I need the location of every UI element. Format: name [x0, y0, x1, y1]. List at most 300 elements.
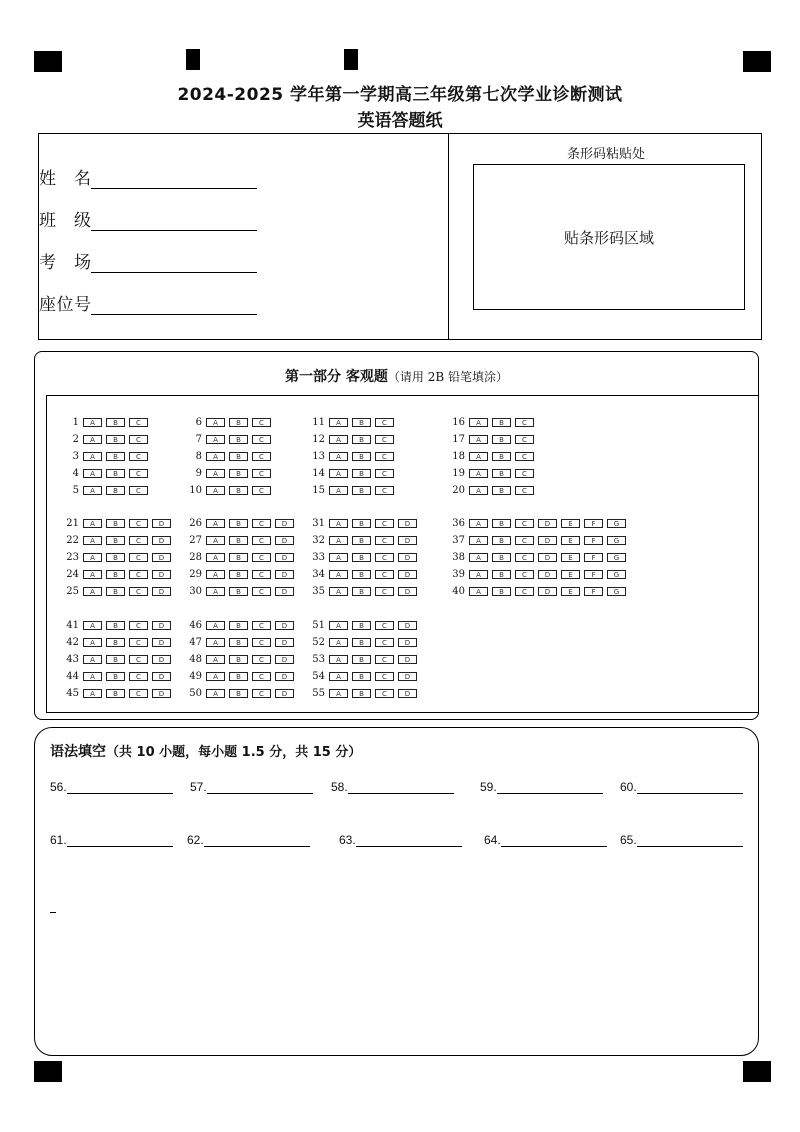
option-bubble-b[interactable]: B [106, 570, 125, 579]
option-bubble-b[interactable]: B [352, 587, 371, 596]
option-bubble-b[interactable]: B [229, 418, 248, 427]
option-bubble-c[interactable]: C [129, 570, 148, 579]
question-row [185, 466, 275, 480]
option-bubble-d[interactable]: D [152, 536, 171, 545]
question-number: 51 [312, 619, 325, 631]
option-bubble-a[interactable]: A [206, 519, 225, 528]
option-bubble-e[interactable]: E [561, 553, 580, 562]
question-row [448, 432, 538, 446]
option-bubble-c[interactable]: C [375, 570, 394, 579]
option-bubble-a[interactable]: A [83, 536, 102, 545]
option-bubble-a[interactable]: A [83, 655, 102, 664]
option-bubble-c[interactable]: C [129, 486, 148, 495]
option-bubble-c[interactable]: C [252, 689, 271, 698]
option-bubble-c[interactable]: C [252, 672, 271, 681]
name-field[interactable] [39, 164, 257, 189]
option-bubble-a[interactable]: A [206, 435, 225, 444]
answer-blank[interactable] [480, 780, 603, 794]
option-bubble-b[interactable]: B [352, 435, 371, 444]
option-bubble-c[interactable]: C [375, 519, 394, 528]
option-bubble-b[interactable]: B [106, 638, 125, 647]
option-bubble-c[interactable]: C [129, 418, 148, 427]
question-number: 49 [189, 670, 202, 682]
option-bubble-b[interactable]: B [492, 469, 511, 478]
option-bubble-c[interactable]: C [375, 621, 394, 630]
option-bubble-a[interactable]: A [206, 655, 225, 664]
option-bubble-b[interactable]: B [492, 435, 511, 444]
option-bubble-a[interactable]: A [329, 418, 348, 427]
option-bubble-c[interactable]: C [375, 536, 394, 545]
answer-blank[interactable] [190, 780, 313, 794]
option-bubble-c[interactable]: C [515, 486, 534, 495]
option-bubble-a[interactable]: A [206, 536, 225, 545]
option-bubble-g[interactable]: G [607, 553, 626, 562]
option-bubble-a[interactable]: A [83, 519, 102, 528]
option-bubble-a[interactable]: A [329, 587, 348, 596]
option-bubble-c[interactable]: C [252, 638, 271, 647]
option-bubble-a[interactable]: A [83, 621, 102, 630]
option-bubble-a[interactable]: A [83, 452, 102, 461]
option-bubble-c[interactable]: C [129, 452, 148, 461]
option-bubble-c[interactable]: C [252, 553, 271, 562]
option-bubble-b[interactable]: B [352, 469, 371, 478]
question-number: 4 [72, 467, 79, 479]
option-bubble-b[interactable]: B [352, 418, 371, 427]
option-bubble-d[interactable]: D [275, 536, 294, 545]
option-bubble-b[interactable]: B [352, 655, 371, 664]
option-bubble-b[interactable]: B [492, 519, 511, 528]
option-bubble-a[interactable]: A [329, 689, 348, 698]
option-bubble-d[interactable]: D [275, 655, 294, 664]
option-bubble-d[interactable]: D [152, 587, 171, 596]
option-bubble-d[interactable]: D [398, 587, 417, 596]
option-bubble-d[interactable]: D [538, 553, 557, 562]
option-bubble-c[interactable]: C [129, 672, 148, 681]
option-bubble-b[interactable]: B [229, 536, 248, 545]
option-bubble-b[interactable]: B [229, 587, 248, 596]
option-bubble-b[interactable]: B [106, 587, 125, 596]
option-bubble-b[interactable]: B [229, 486, 248, 495]
option-bubble-b[interactable]: B [229, 452, 248, 461]
option-bubble-a[interactable]: A [83, 689, 102, 698]
option-bubble-c[interactable]: C [252, 655, 271, 664]
question-row [185, 483, 275, 497]
question-number: 26 [189, 517, 202, 529]
exam-room-input-line[interactable] [91, 255, 257, 273]
blank-line[interactable] [67, 834, 173, 847]
option-bubble-d[interactable]: D [538, 570, 557, 579]
question-row [185, 618, 298, 632]
option-bubble-c[interactable]: C [252, 587, 271, 596]
option-bubble-c[interactable]: C [129, 621, 148, 630]
question-row [448, 483, 538, 497]
option-bubble-a[interactable]: A [469, 519, 488, 528]
option-bubble-a[interactable]: A [329, 536, 348, 545]
option-bubble-b[interactable]: B [106, 655, 125, 664]
option-bubble-a[interactable]: A [469, 435, 488, 444]
option-bubble-a[interactable]: A [206, 570, 225, 579]
exam-room-label: 考 场 [39, 253, 91, 273]
option-bubble-a[interactable]: A [206, 672, 225, 681]
question-row [185, 686, 298, 700]
option-bubble-b[interactable]: B [229, 519, 248, 528]
objective-title-row [35, 366, 758, 386]
option-bubble-f[interactable]: F [584, 570, 603, 579]
option-bubble-c[interactable]: C [515, 469, 534, 478]
blank-line[interactable] [501, 834, 607, 847]
option-bubble-d[interactable]: D [398, 672, 417, 681]
option-bubble-c[interactable]: C [375, 655, 394, 664]
option-bubble-b[interactable]: B [229, 469, 248, 478]
question-row [62, 533, 175, 547]
option-bubble-a[interactable]: A [329, 519, 348, 528]
question-row [448, 516, 630, 530]
option-bubble-d[interactable]: D [398, 519, 417, 528]
option-bubble-a[interactable]: A [83, 587, 102, 596]
option-bubble-c[interactable]: C [515, 418, 534, 427]
grammar-subtitle: （共 10 小题，每小题 1.5 分，共 15 分） [106, 745, 362, 760]
option-bubble-b[interactable]: B [229, 553, 248, 562]
blank-line[interactable] [637, 834, 743, 847]
option-bubble-a[interactable]: A [329, 621, 348, 630]
answer-blank[interactable] [339, 833, 462, 847]
option-bubble-a[interactable]: A [469, 469, 488, 478]
option-bubble-a[interactable]: A [206, 418, 225, 427]
question-number: 47 [189, 636, 202, 648]
option-bubble-f[interactable]: F [584, 587, 603, 596]
option-bubble-a[interactable]: A [83, 553, 102, 562]
question-number: 22 [66, 534, 79, 546]
option-bubble-b[interactable]: B [352, 486, 371, 495]
option-bubble-f[interactable]: F [584, 553, 603, 562]
option-bubble-c[interactable]: C [129, 519, 148, 528]
option-bubble-c[interactable]: C [129, 587, 148, 596]
option-bubble-d[interactable]: D [152, 655, 171, 664]
option-bubble-b[interactable]: B [229, 638, 248, 647]
option-bubble-c[interactable]: C [515, 536, 534, 545]
option-bubble-b[interactable]: B [352, 452, 371, 461]
option-bubble-a[interactable]: A [469, 486, 488, 495]
class-field[interactable] [39, 206, 257, 231]
option-bubble-a[interactable]: A [469, 452, 488, 461]
option-bubble-a[interactable]: A [329, 638, 348, 647]
blank-line[interactable] [207, 781, 313, 794]
option-bubble-a[interactable]: A [329, 553, 348, 562]
option-bubble-b[interactable]: B [106, 689, 125, 698]
option-bubble-a[interactable]: A [329, 435, 348, 444]
option-bubble-d[interactable]: D [398, 536, 417, 545]
option-bubble-b[interactable]: B [352, 621, 371, 630]
question-row [308, 432, 398, 446]
option-bubble-c[interactable]: C [252, 536, 271, 545]
option-bubble-d[interactable]: D [398, 655, 417, 664]
answer-blank[interactable] [187, 833, 310, 847]
answer-blank[interactable] [50, 780, 173, 794]
option-bubble-c[interactable]: C [252, 570, 271, 579]
option-bubble-c[interactable]: C [129, 655, 148, 664]
option-bubble-c[interactable]: C [375, 638, 394, 647]
option-bubble-e[interactable]: E [561, 519, 580, 528]
option-bubble-g[interactable]: G [607, 519, 626, 528]
option-bubble-a[interactable]: A [469, 418, 488, 427]
answer-blank[interactable] [331, 780, 454, 794]
option-bubble-b[interactable]: B [352, 638, 371, 647]
option-bubble-c[interactable]: C [252, 452, 271, 461]
option-bubble-a[interactable]: A [83, 486, 102, 495]
question-number: 36 [452, 517, 465, 529]
question-number: 24 [66, 568, 79, 580]
answer-blank[interactable] [620, 780, 743, 794]
option-bubble-b[interactable]: B [352, 553, 371, 562]
option-bubble-a[interactable]: A [206, 638, 225, 647]
option-bubble-c[interactable]: C [375, 469, 394, 478]
question-number: 17 [452, 433, 465, 445]
option-bubble-c[interactable]: C [129, 435, 148, 444]
option-bubble-c[interactable]: C [515, 587, 534, 596]
option-bubble-d[interactable]: D [275, 587, 294, 596]
option-bubble-b[interactable]: B [352, 536, 371, 545]
option-bubble-d[interactable]: D [398, 553, 417, 562]
option-bubble-f[interactable]: F [584, 519, 603, 528]
question-number: 23 [66, 551, 79, 563]
question-number: 19 [452, 467, 465, 479]
seat-number-field[interactable] [39, 290, 257, 315]
question-number: 28 [189, 551, 202, 563]
option-bubble-c[interactable]: C [515, 435, 534, 444]
option-bubble-a[interactable]: A [83, 638, 102, 647]
grammar-section [34, 727, 759, 1056]
option-bubble-e[interactable]: E [561, 570, 580, 579]
option-bubble-d[interactable]: D [538, 519, 557, 528]
option-bubble-c[interactable]: C [129, 689, 148, 698]
option-bubble-b[interactable]: B [106, 486, 125, 495]
question-number: 38 [452, 551, 465, 563]
option-bubble-f[interactable]: F [584, 536, 603, 545]
option-bubble-a[interactable]: A [206, 587, 225, 596]
option-bubble-b[interactable]: B [352, 689, 371, 698]
option-bubble-b[interactable]: B [106, 452, 125, 461]
question-row [62, 652, 175, 666]
option-bubble-a[interactable]: A [206, 486, 225, 495]
question-row [308, 415, 398, 429]
blank-number: 61. [50, 833, 67, 847]
name-input-line[interactable] [91, 171, 257, 189]
option-bubble-a[interactable]: A [206, 452, 225, 461]
option-bubble-d[interactable]: D [275, 570, 294, 579]
option-bubble-c[interactable]: C [129, 469, 148, 478]
option-bubble-b[interactable]: B [352, 672, 371, 681]
seat-number-input-line[interactable] [91, 297, 257, 315]
question-row [308, 652, 421, 666]
grammar-title: 语法填空 [50, 744, 106, 760]
option-bubble-b[interactable]: B [492, 553, 511, 562]
option-bubble-c[interactable]: C [515, 452, 534, 461]
question-number: 39 [452, 568, 465, 580]
exam-room-field[interactable] [39, 248, 257, 273]
question-number: 33 [312, 551, 325, 563]
blank-line[interactable] [497, 781, 603, 794]
option-bubble-c[interactable]: C [252, 469, 271, 478]
option-bubble-a[interactable]: A [329, 570, 348, 579]
option-bubble-b[interactable]: B [492, 418, 511, 427]
option-bubble-a[interactable]: A [206, 469, 225, 478]
option-bubble-b[interactable]: B [229, 655, 248, 664]
option-bubble-d[interactable]: D [398, 570, 417, 579]
timing-marker-top-1 [186, 49, 200, 70]
option-bubble-c[interactable]: C [375, 689, 394, 698]
question-number: 12 [312, 433, 325, 445]
question-number: 16 [452, 416, 465, 428]
option-bubble-a[interactable]: A [329, 452, 348, 461]
blank-line[interactable] [204, 834, 310, 847]
answer-blank[interactable] [620, 833, 743, 847]
option-bubble-g[interactable]: G [607, 587, 626, 596]
question-row [62, 432, 152, 446]
option-bubble-a[interactable]: A [469, 587, 488, 596]
option-bubble-a[interactable]: A [83, 435, 102, 444]
option-bubble-d[interactable]: D [152, 672, 171, 681]
option-bubble-a[interactable]: A [83, 469, 102, 478]
option-bubble-c[interactable]: C [252, 621, 271, 630]
option-bubble-a[interactable]: A [83, 570, 102, 579]
option-bubble-b[interactable]: B [106, 621, 125, 630]
question-row [62, 516, 175, 530]
option-bubble-d[interactable]: D [275, 553, 294, 562]
blank-number: 64. [484, 833, 501, 847]
question-row [185, 635, 298, 649]
option-bubble-d[interactable]: D [275, 672, 294, 681]
option-bubble-a[interactable]: A [469, 536, 488, 545]
option-bubble-a[interactable]: A [83, 418, 102, 427]
option-bubble-b[interactable]: B [492, 570, 511, 579]
option-bubble-c[interactable]: C [375, 418, 394, 427]
option-bubble-g[interactable]: G [607, 536, 626, 545]
option-bubble-e[interactable]: E [561, 587, 580, 596]
answer-blank[interactable] [50, 833, 173, 847]
option-bubble-b[interactable]: B [492, 452, 511, 461]
question-row [448, 584, 630, 598]
option-bubble-b[interactable]: B [492, 486, 511, 495]
option-bubble-c[interactable]: C [252, 435, 271, 444]
option-bubble-c[interactable]: C [515, 570, 534, 579]
option-bubble-b[interactable]: B [492, 587, 511, 596]
question-number: 3 [72, 450, 79, 462]
question-number: 35 [312, 585, 325, 597]
option-bubble-b[interactable]: B [229, 689, 248, 698]
blank-line[interactable] [67, 781, 173, 794]
option-bubble-d[interactable]: D [275, 638, 294, 647]
option-bubble-b[interactable]: B [229, 570, 248, 579]
option-bubble-a[interactable]: A [469, 570, 488, 579]
option-bubble-d[interactable]: D [275, 519, 294, 528]
option-bubble-b[interactable]: B [229, 672, 248, 681]
option-bubble-a[interactable]: A [206, 621, 225, 630]
question-row [308, 483, 398, 497]
option-bubble-d[interactable]: D [152, 553, 171, 562]
option-bubble-c[interactable]: C [515, 519, 534, 528]
option-bubble-b[interactable]: B [492, 536, 511, 545]
option-bubble-c[interactable]: C [252, 418, 271, 427]
question-number: 7 [195, 433, 202, 445]
exam-title: 2024-2025 学年第一学期高三年级第七次学业诊断测试 [177, 85, 623, 105]
class-input-line[interactable] [91, 213, 257, 231]
option-bubble-c[interactable]: C [252, 486, 271, 495]
option-bubble-b[interactable]: B [229, 621, 248, 630]
option-bubble-b[interactable]: B [229, 435, 248, 444]
option-bubble-c[interactable]: C [375, 435, 394, 444]
option-bubble-a[interactable]: A [329, 469, 348, 478]
option-bubble-c[interactable]: C [515, 553, 534, 562]
option-bubble-c[interactable]: C [252, 519, 271, 528]
option-bubble-d[interactable]: D [275, 621, 294, 630]
option-bubble-d[interactable]: D [538, 587, 557, 596]
option-bubble-b[interactable]: B [106, 435, 125, 444]
option-bubble-a[interactable]: A [206, 689, 225, 698]
option-bubble-d[interactable]: D [152, 638, 171, 647]
option-bubble-d[interactable]: D [152, 621, 171, 630]
option-bubble-d[interactable]: D [275, 689, 294, 698]
option-bubble-b[interactable]: B [106, 536, 125, 545]
option-bubble-d[interactable]: D [398, 638, 417, 647]
option-bubble-b[interactable]: B [106, 469, 125, 478]
option-bubble-c[interactable]: C [375, 587, 394, 596]
question-row [185, 533, 298, 547]
option-bubble-b[interactable]: B [106, 672, 125, 681]
option-bubble-d[interactable]: D [398, 689, 417, 698]
option-bubble-b[interactable]: B [106, 418, 125, 427]
blank-line[interactable] [637, 781, 743, 794]
option-bubble-a[interactable]: A [329, 672, 348, 681]
option-bubble-c[interactable]: C [129, 536, 148, 545]
option-bubble-d[interactable]: D [398, 621, 417, 630]
option-bubble-e[interactable]: E [561, 536, 580, 545]
question-row [308, 516, 421, 530]
option-bubble-d[interactable]: D [152, 519, 171, 528]
option-bubble-c[interactable]: C [375, 452, 394, 461]
blank-number: 63. [339, 833, 356, 847]
option-bubble-c[interactable]: C [375, 553, 394, 562]
option-bubble-a[interactable]: A [206, 553, 225, 562]
question-number: 2 [72, 433, 79, 445]
question-row [62, 669, 175, 683]
option-bubble-b[interactable]: B [352, 570, 371, 579]
question-number: 32 [312, 534, 325, 546]
option-bubble-b[interactable]: B [106, 519, 125, 528]
blank-line[interactable] [356, 834, 462, 847]
blank-line[interactable] [348, 781, 454, 794]
option-bubble-c[interactable]: C [129, 638, 148, 647]
barcode-area-label: 贴条形码区域 [563, 228, 654, 247]
question-row [448, 567, 630, 581]
option-bubble-a[interactable]: A [329, 655, 348, 664]
objective-section [34, 351, 759, 720]
option-bubble-g[interactable]: G [607, 570, 626, 579]
question-row [448, 449, 538, 463]
answer-blank[interactable] [484, 833, 607, 847]
option-bubble-a[interactable]: A [469, 553, 488, 562]
option-bubble-b[interactable]: B [352, 519, 371, 528]
option-bubble-d[interactable]: D [152, 570, 171, 579]
option-bubble-d[interactable]: D [152, 689, 171, 698]
option-bubble-c[interactable]: C [375, 486, 394, 495]
option-bubble-a[interactable]: A [329, 486, 348, 495]
sheet-subtitle: 英语答题纸 [357, 111, 443, 131]
option-bubble-c[interactable]: C [129, 553, 148, 562]
option-bubble-b[interactable]: B [106, 553, 125, 562]
option-bubble-d[interactable]: D [538, 536, 557, 545]
option-bubble-a[interactable]: A [83, 672, 102, 681]
option-bubble-c[interactable]: C [375, 672, 394, 681]
